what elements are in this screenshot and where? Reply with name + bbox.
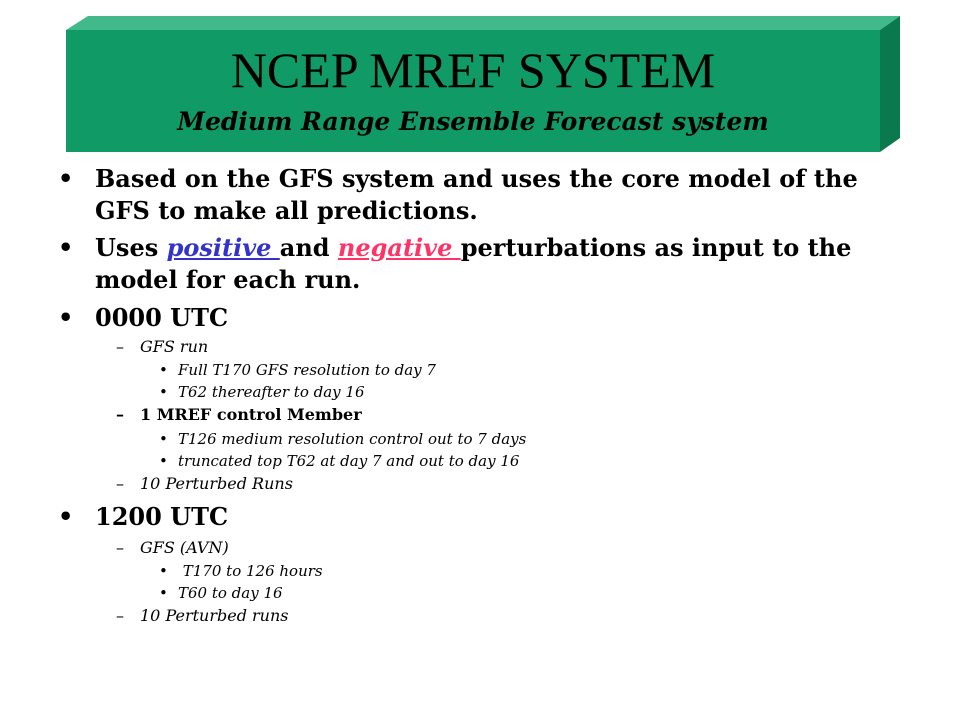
item-t170-126h: • T170 to 126 hours: [159, 562, 323, 580]
slide-subtitle: Medium Range Ensemble Forecast system: [177, 107, 769, 136]
sub-gfs-run: – GFS run: [116, 337, 209, 356]
bullet-perturbations: • Uses positive and negative perturbations as input to the model for each run.: [58, 233, 852, 294]
positive-text: positive: [166, 233, 280, 262]
bullet-0000-utc: • 0000 UTC: [58, 303, 229, 332]
slide-title: NCEP MREF SYSTEM: [230, 42, 716, 98]
item-full-t170: • Full T170 GFS resolution to day 7: [159, 361, 436, 379]
bullet-1200-utc: • 1200 UTC: [58, 502, 229, 531]
sub-gfs-avn: – GFS (AVN): [116, 538, 229, 557]
item-truncated-top: • truncated top T62 at day 7 and out to day 16: [159, 452, 520, 470]
sub-perturbed-runs-0000: – 10 Perturbed Runs: [116, 474, 293, 493]
sub-mref-control: – 1 MREF control Member: [116, 405, 362, 424]
bullet-dot: •: [58, 303, 74, 332]
item-t60: • T60 to day 16: [159, 584, 283, 602]
item-t126: • T126 medium resolution control out to 7 days: [159, 430, 527, 448]
negative-text: negative: [337, 233, 461, 262]
bullet-dot: •: [58, 233, 74, 262]
bullet-dot: •: [58, 164, 74, 193]
bullet-dot: •: [58, 502, 74, 531]
sub-perturbed-runs-1200: – 10 Perturbed runs: [116, 606, 289, 625]
item-t62-thereafter: • T62 thereafter to day 16: [159, 383, 365, 401]
bullet-gfs-basis: • Based on the GFS system and uses the core model of the GFS to make all predictions.: [58, 164, 858, 225]
